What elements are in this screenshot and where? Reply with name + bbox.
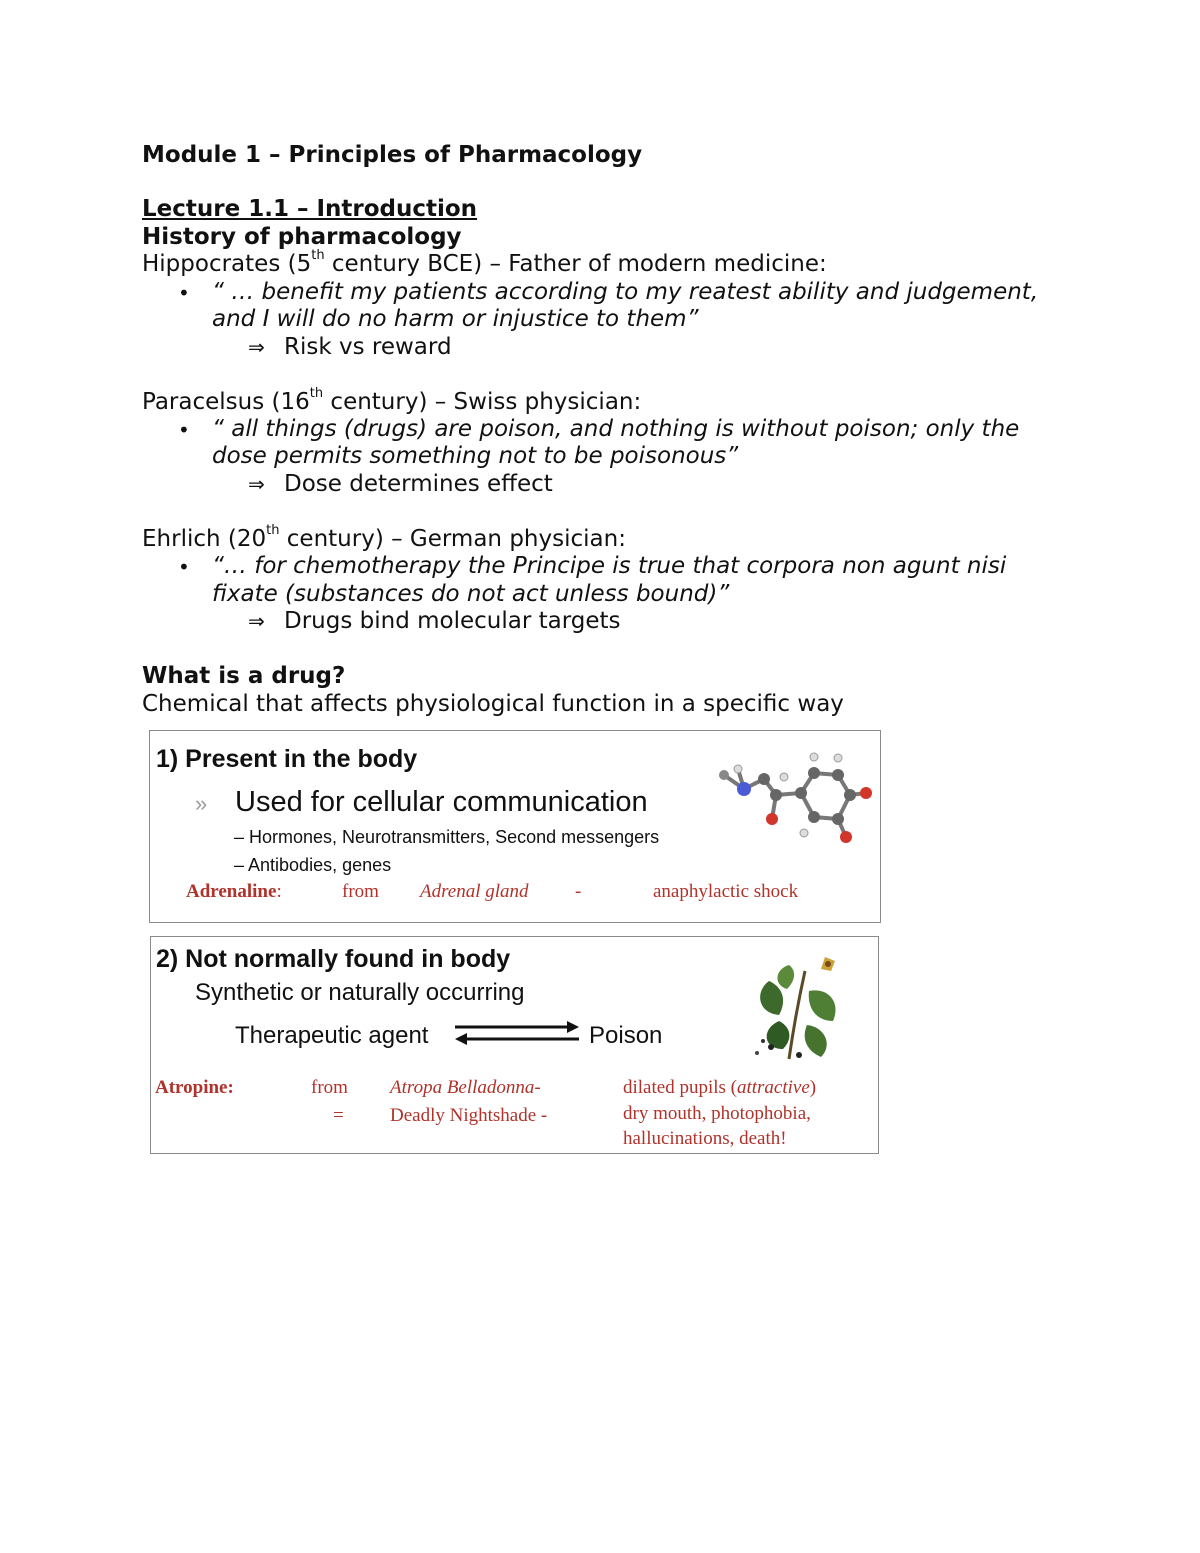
slide1-source: Adrenal gland (420, 881, 529, 902)
lecture-title: Lecture 1.1 – Introduction (142, 196, 478, 222)
paracelsus-sup: th (309, 386, 324, 402)
ehrlich-takeaway: Drugs bind molecular targets (284, 608, 621, 634)
ehrlich-name: Ehrlich (20 (142, 526, 267, 552)
ehrlich-rest: century) – German physician: (279, 526, 626, 552)
slide1-sub-1: – Hormones, Neurotransmitters, Second messengers (234, 827, 660, 847)
slide1-from: from (342, 881, 379, 902)
effect-dilated-pupils: dilated pupils ( (623, 1077, 737, 1098)
slide1-sub-2: – Antibodies, genes (234, 855, 392, 875)
paracelsus-line (142, 386, 642, 416)
slide1-main-point: Used for cellular communication (235, 786, 648, 818)
atropa-belladonna: Atropa Belladonna (390, 1077, 535, 1098)
hippocrates-takeaway: Risk vs reward (284, 334, 452, 360)
slide1-effect: anaphylactic shock (653, 881, 799, 902)
slide2-from: from (311, 1077, 348, 1098)
hippocrates-line (142, 248, 827, 278)
paracelsus-quote-1: “ all things (drugs) are poison, and nothing is without poison; only the (212, 416, 1020, 442)
effect-attractive: attractive (736, 1077, 810, 1098)
drug-definition: Chemical that affects physiological function in a specific way (142, 691, 844, 717)
slide2-equals: = (333, 1105, 344, 1126)
drug-heading: What is a drug? (142, 663, 346, 689)
deadly-nightshade: Deadly Nightshade (390, 1105, 537, 1126)
paren-close: ) (809, 1077, 817, 1098)
slide2-effect-3: hallucinations, death! (623, 1128, 787, 1149)
slide2-effect-1 (623, 1077, 816, 1099)
ehrlich-sup: th (266, 523, 280, 539)
hippocrates-rest: century BCE) – Father of modern medicine: (324, 251, 827, 277)
bullet-icon: • (178, 418, 190, 442)
slide2-right-term: Poison (589, 1022, 663, 1049)
bullet-icon: • (178, 281, 190, 305)
bullet-icon: • (178, 555, 190, 579)
slide1-dash: - (575, 881, 582, 902)
slide2-source (390, 1077, 541, 1099)
paracelsus-name: Paracelsus (16 (142, 389, 310, 415)
slide2-title: 2) Not normally found in body (156, 945, 511, 973)
slide2-left-term: Therapeutic agent (235, 1022, 429, 1049)
atropine-label: Atropine: (155, 1077, 234, 1098)
ehrlich-quote-1: “… for chemotherapy the Principe is true that corpora non agunt nisi (212, 553, 1007, 579)
dash: - (540, 1105, 548, 1126)
history-heading: History of pharmacology (142, 224, 462, 250)
equilibrium-arrows-icon (453, 1019, 581, 1047)
colon: : (276, 881, 282, 902)
hippocrates-name: Hippocrates (5 (142, 251, 312, 277)
implies-arrow-icon: ⇒ (248, 472, 265, 496)
hippocrates-quote-2: and I will do no harm or injustice to them” (212, 306, 699, 332)
ehrlich-quote-2: fixate (substances do not act unless bound)” (212, 581, 730, 607)
implies-arrow-icon: ⇒ (248, 335, 265, 359)
slide-not-in-body (150, 936, 879, 1154)
hippocrates-quote-1: “ … benefit my patients according to my reatest ability and judgement, (212, 279, 1039, 305)
adrenaline-molecule-icon (706, 749, 876, 849)
module-title: Module 1 – Principles of Pharmacology (142, 142, 643, 168)
paracelsus-rest: century) – Swiss physician: (323, 389, 642, 415)
dash: - (534, 1077, 541, 1098)
paracelsus-quote-2: dose permits something not to be poisonous” (212, 443, 739, 469)
ehrlich-line (142, 523, 626, 553)
slide2-common-name (390, 1105, 547, 1127)
slide2-effect-2: dry mouth, photophobia, (623, 1103, 811, 1124)
slide1-title: 1) Present in the body (156, 745, 418, 773)
slide-present-in-body (149, 730, 881, 923)
hippocrates-sup: th (311, 248, 325, 264)
belladonna-plant-icon (749, 951, 847, 1063)
slide2-subtitle: Synthetic or naturally occurring (195, 979, 525, 1006)
slide1-example-name (186, 881, 282, 903)
adrenaline-label: Adrenaline (186, 881, 277, 902)
chevron-right-icon: » (195, 791, 208, 816)
paracelsus-takeaway: Dose determines effect (284, 471, 553, 497)
implies-arrow-icon: ⇒ (248, 609, 265, 633)
